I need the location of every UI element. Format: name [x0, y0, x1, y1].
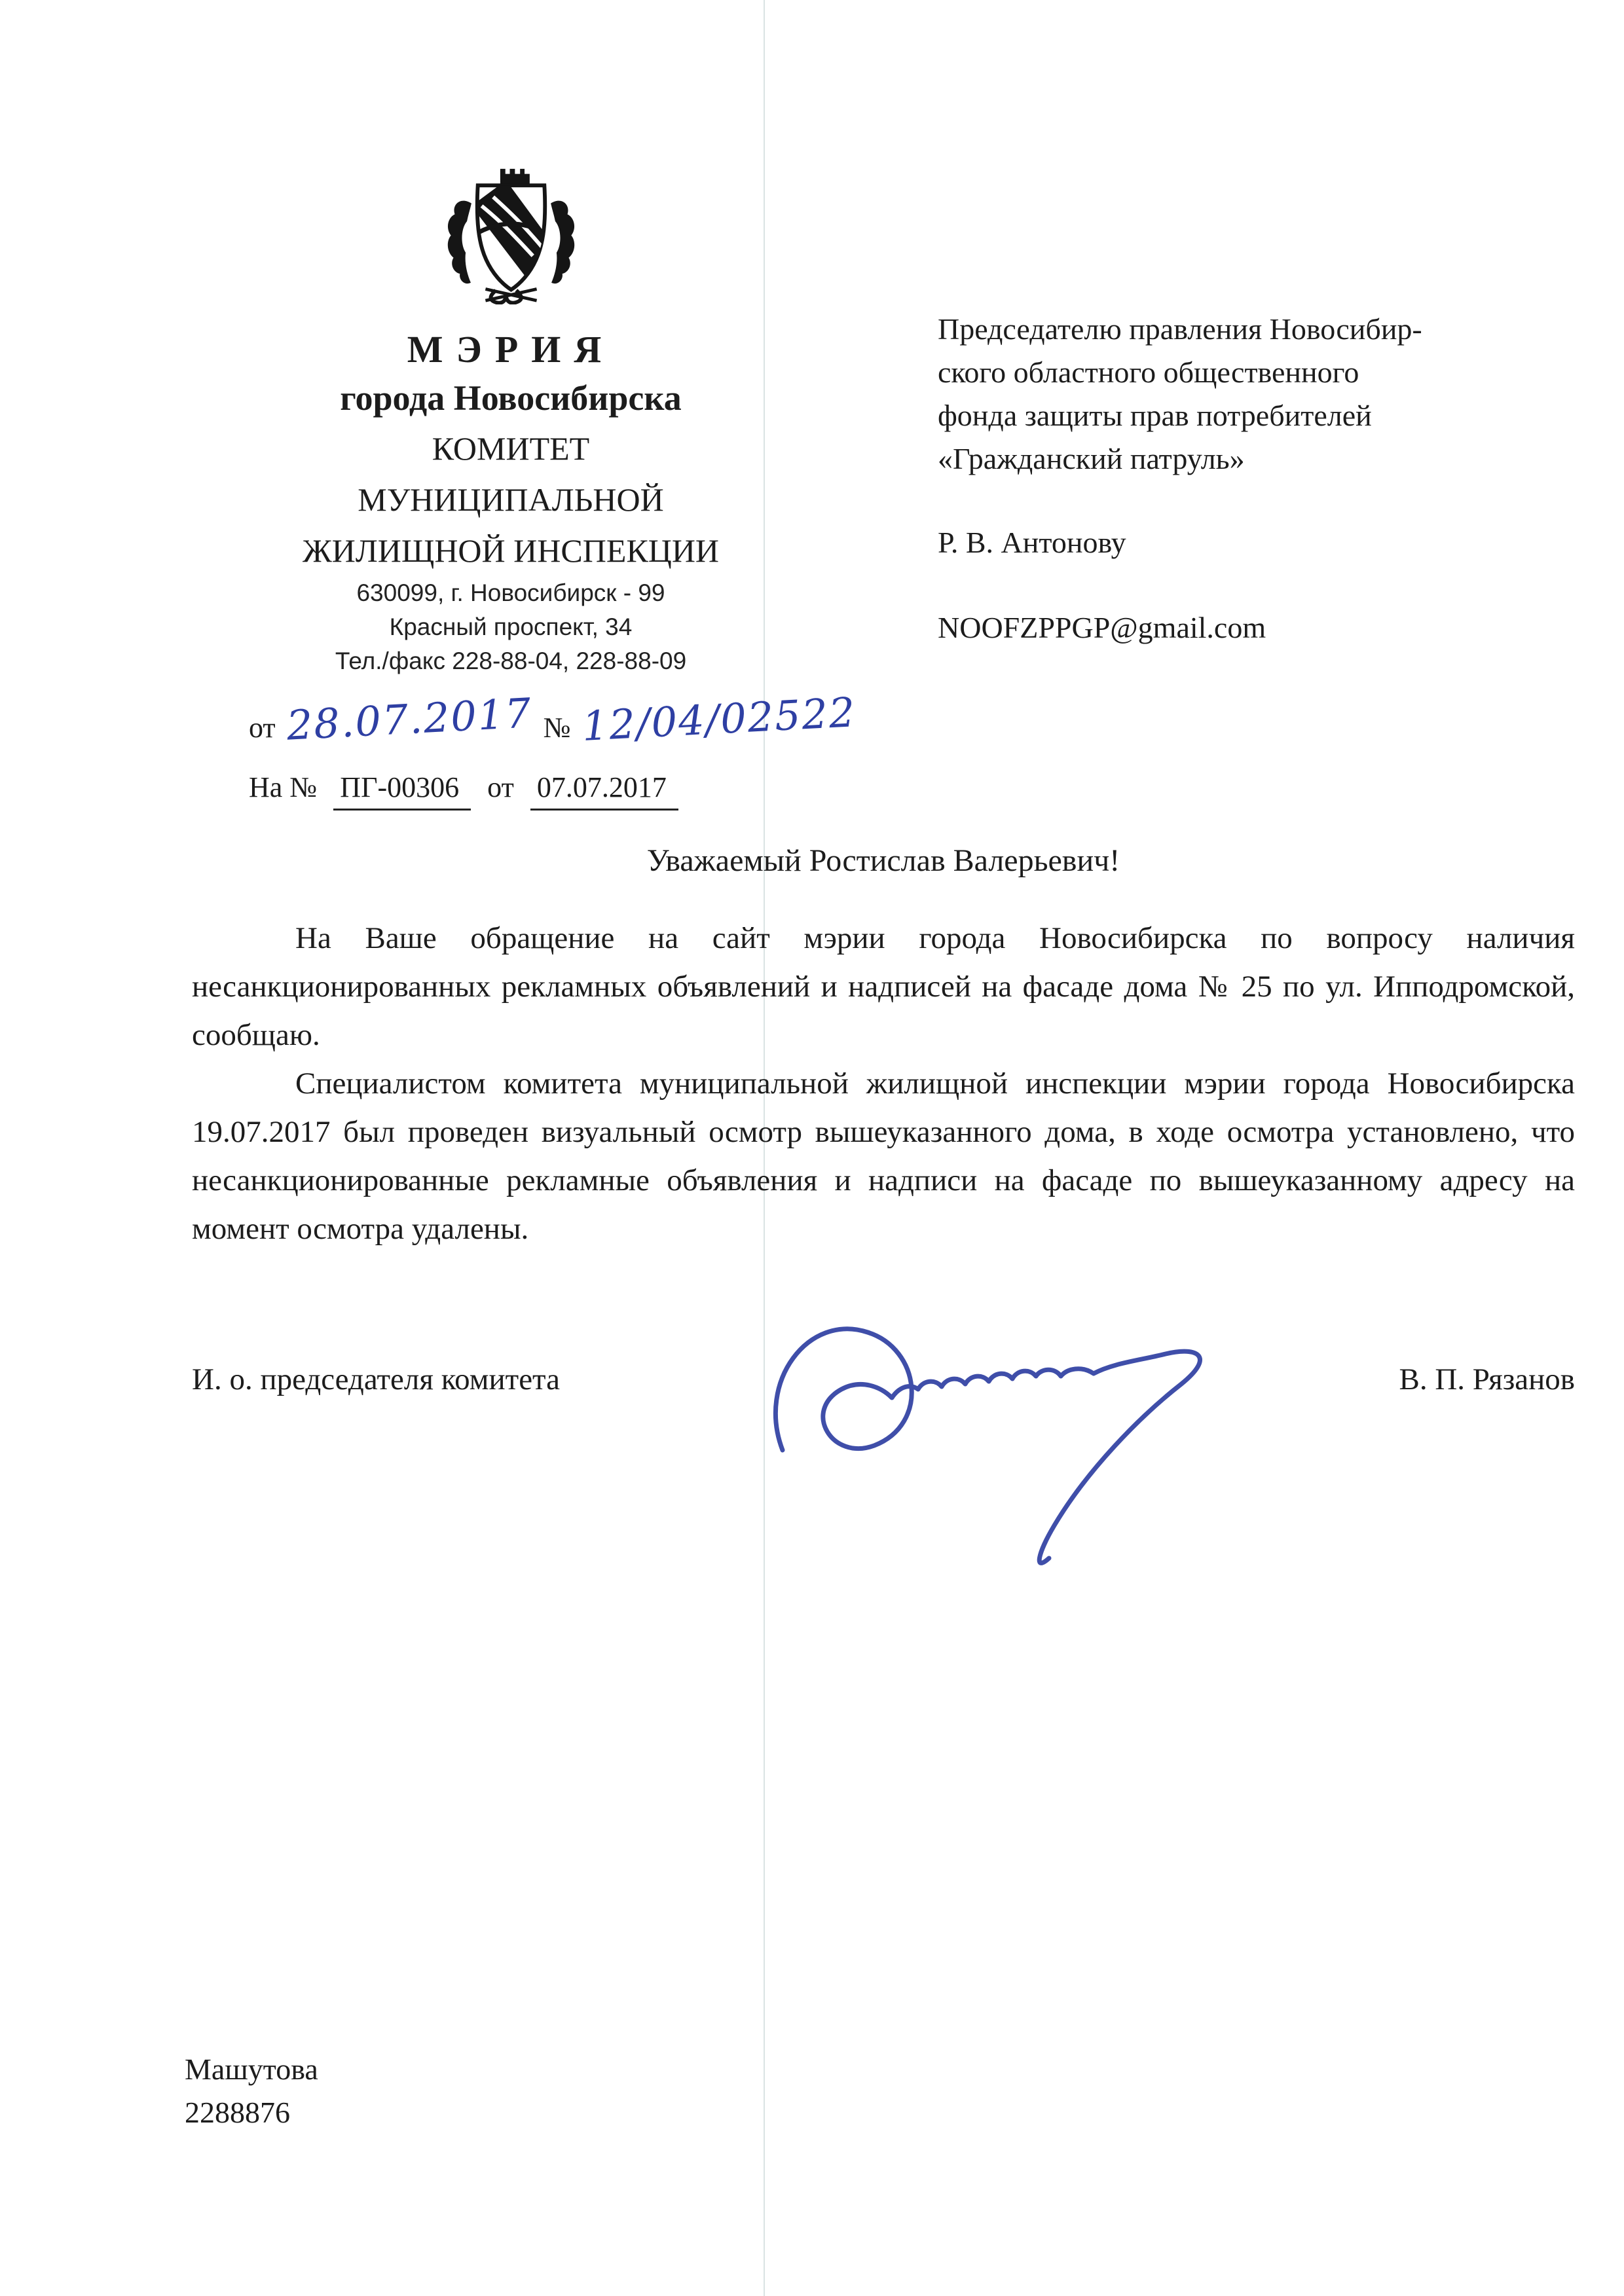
committee-name	[249, 423, 773, 576]
novosibirsk-coat-of-arms-icon	[434, 164, 588, 308]
addressee-line2: ского областного общественного	[938, 355, 1359, 389]
addressee-block	[938, 308, 1540, 649]
signer-name: В. П. Рязанов	[1399, 1362, 1575, 1396]
executor-name: Машутова	[185, 2052, 318, 2086]
incoming-date: 07.07.2017	[530, 768, 678, 811]
executor-footer	[185, 2048, 318, 2134]
outgoing-number-label: №	[543, 712, 571, 744]
org-name-line2: города Новосибирска	[340, 378, 682, 418]
outgoing-date-handwritten: 28.07.2017	[285, 689, 533, 750]
addressee-line4: «Гражданский патруль»	[938, 442, 1245, 475]
contact-block	[249, 576, 773, 678]
letterhead	[249, 164, 857, 811]
incoming-from-label: от	[487, 771, 514, 803]
addressee-name: Р. В. Антонову	[938, 526, 1126, 559]
incoming-on-label: На №	[249, 771, 318, 803]
committee-line2: МУНИЦИПАЛЬНОЙ	[358, 481, 664, 518]
incoming-reference-line	[249, 768, 773, 811]
committee-line3: ЖИЛИЩНОЙ ИНСПЕКЦИИ	[302, 532, 720, 569]
body-paragraph-2: Специалистом комитета муниципальной жилищной инспекции мэрии города Новосибирска 19.07.2017 был проведен визуальный осмотр вышеуказанного дома, в ходе осмотра установлено, что несанкционированные рекламные объявления и надписи на фасаде по вышеуказанному адресу на момент осмотра удалены.	[192, 1066, 1575, 1246]
outgoing-reference-line	[249, 688, 857, 751]
phone-fax-line: Тел./факс 228-88-04, 228-88-09	[335, 647, 687, 674]
postal-address-line2: Красный проспект, 34	[389, 613, 633, 640]
emblem-right-sable	[551, 201, 574, 284]
executor-phone: 2288876	[185, 2096, 290, 2129]
committee-line1: КОМИТЕТ	[432, 430, 590, 467]
emblem-tower	[500, 169, 529, 184]
org-name-line1: МЭРИЯ	[407, 328, 615, 371]
signer-title: И. о. председателя комитета	[192, 1362, 561, 1396]
addressee-email: NOOFZPPGP@gmail.com	[938, 611, 1266, 644]
outgoing-number-handwritten: 12/04/02522	[580, 688, 857, 750]
incoming-number: ПГ-00306	[333, 768, 471, 811]
signature-row	[192, 1357, 1575, 1402]
salutation: Уважаемый Ростислав Валерьевич!	[646, 843, 1120, 878]
addressee-line3: фонда защиты прав потребителей	[938, 399, 1372, 432]
outgoing-from-label: от	[249, 712, 276, 744]
letter-body	[192, 838, 1575, 1253]
handwritten-signature	[747, 1277, 1283, 1584]
postal-address-line1: 630099, г. Новосибирск - 99	[356, 579, 665, 606]
body-paragraph-1: На Ваше обращение на сайт мэрии города Новосибирска по вопросу наличия несанкционированных рекламных объявлений и надписей на фасаде дома № 25 по ул. Ипподромской, сообщаю.	[192, 921, 1575, 1052]
emblem-left-sable	[447, 201, 471, 284]
addressee-line1: Председателю правления Новосибир-	[938, 312, 1422, 346]
